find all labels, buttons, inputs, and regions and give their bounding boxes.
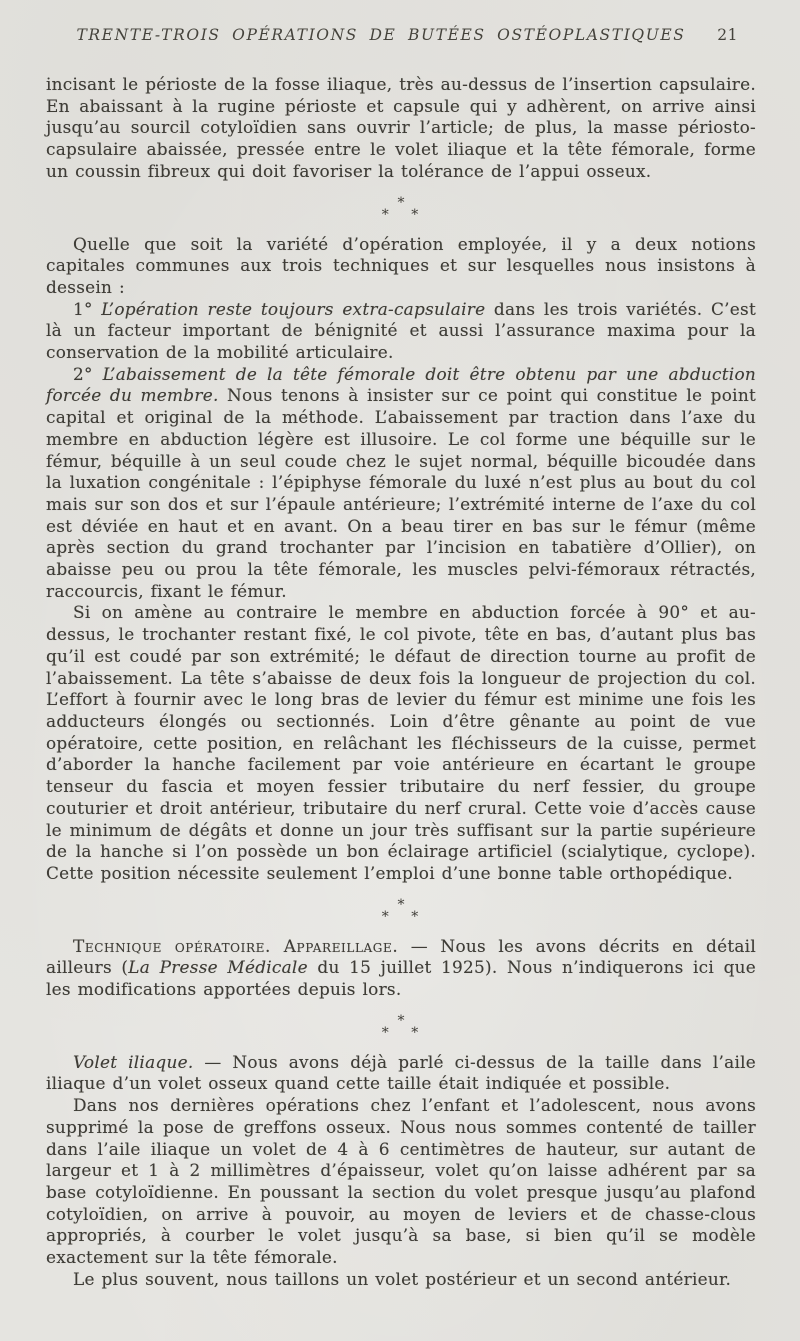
asterisk-glyph: *: [397, 194, 405, 211]
paragraph: [46, 1269, 756, 1291]
page-body: [46, 74, 756, 1290]
asterism-separator-icon: [46, 1012, 756, 1041]
paragraph: [46, 602, 756, 884]
text-segment: Si on amène au contraire le membre en abduction forcée à 90° et au-dessus, le trochanter restant fixé, le col pivote, tête en bas, d’autant plus bas qu’il est coudé par son extrémité; le défaut de direction tourne au profit de l’abaissement. La tête s’abaisse de deux fois la longueur de projection du col. L’effort à fournir avec le long bras de levier du fémur est minime une fois les adducteurs élongés ou sectionnés. Loin d’être gênante au point de vue opératoire, cette position, en relâchant les fléchisseurs de la cuisse, permet d’aborder la hanche facilement par voie antérieure en écartant le groupe tenseur du fascia et moyen fessier tributaire du nerf fessier, du groupe couturier et droit antérieur, tributaire du nerf crural. Cette voie d’accès cause le minimum de dégâts et donne un jour très suffisant sur la partie supérieure de la hanche si l’on possède un bon éclairage artificiel (scialytique, cyclope). Cette position nécessite seulement l’emploi d’une bonne table orthopédique.: [46, 602, 756, 883]
text-segment: L’opération reste toujours extra-capsulaire: [101, 298, 486, 319]
text-segment: — Nous avons déjà parlé ci-dessus de la taille dans l’aile iliaque d’un volet osseux quand cette taille était indiquée et possible.: [46, 1051, 756, 1094]
running-head: [46, 26, 756, 50]
text-segment: Volet iliaque.: [73, 1051, 194, 1072]
asterisk-pair-glyph: * *: [381, 206, 425, 223]
text-segment: 1°: [73, 298, 102, 319]
text-segment: Technique opératoire. Appareillage.: [73, 935, 399, 956]
text-segment: Le plus souvent, nous taillons un volet postérieur et un second antérieur.: [73, 1268, 732, 1289]
page-number: 21: [717, 26, 738, 44]
asterisk-pair-glyph: * *: [381, 1024, 425, 1041]
text-segment: Quelle que soit la variété d’opération employée, il y a deux notions capitales communes aux trois techniques et sur lesquelles nous insistons à dessein :: [46, 233, 756, 297]
text-segment: du 15 juillet 1925). Nous n’indiquerons ici que les modifications apportées depuis lors.: [46, 957, 757, 1000]
asterism-separator-icon: [46, 194, 756, 223]
paragraph: [46, 1052, 756, 1095]
paragraph: [46, 74, 756, 183]
asterisk-pair-glyph: * *: [381, 908, 425, 925]
asterism-separator-icon: [46, 896, 756, 925]
text-segment: — Nous les avons décrits en détail ailleurs (: [46, 935, 756, 978]
text-segment: Nous tenons à insister sur ce point qui constitue le point capital et original de la méthode. L’abaissement par traction dans l’axe du membre en abduction légère est illusoire. Le col forme une béquille sur le fémur, béquille à un seul coude chez le sujet normal, béquille bicoudée dans la luxation congénitale : l’épiphyse fémorale du luxé n’est plus au bout du col mais sur son dos et sur l’épaule antérieure; l’extrémité interne de l’axe du col est déviée en haut et en avant. On a beau tirer en bas sur le fémur (même après section du grand trochanter par l’incision en tabatière d’Ollier), on abaisse peu ou prou la tête fémorale, les muscles pelvi-fémoraux rétractés, raccourcis, fixant le fémur.: [46, 385, 756, 601]
paragraph: [46, 936, 756, 1001]
text-segment: Dans nos dernières opérations chez l’enfant et l’adolescent, nous avons supprimé la pose de greffons osseux. Nous nous sommes contenté de tailler dans l’aile iliaque un volet de 4 à 6 centimètres de hauteur, sur autant de largeur et 1 à 2 millimètres d’épaisseur, volet qu’on laisse adhérent par sa base cotyloïdienne. En poussant la section du volet presque jusqu’au plafond cotyloïdien, on arrive à pouvoir, au moyen de leviers et de chasse-clous appropriés, à courber le volet jusqu’à sa base, si bien qu’il se modèle exactement sur la tête fémorale.: [46, 1095, 756, 1268]
page-title: TRENTE-TROIS OPÉRATIONS DE BUTÉES OSTÉOPLASTIQUES: [76, 26, 686, 44]
asterisk-glyph: *: [397, 1012, 405, 1029]
paragraph: [46, 364, 756, 603]
text-segment: incisant le périoste de la fosse iliaque, très au-dessus de l’insertion capsulaire. En abaissant à la rugine périoste et capsule qui y adhèrent, on arrive ainsi jusqu’au sourcil cotyloïdien sans ouvrir l’article; de plus, la masse périosto-capsulaire abaissée, pressée entre le volet iliaque et la tête fémorale, forme un coussin fibreux qui doit favoriser la tolérance de l’appui osseux.: [46, 74, 756, 181]
asterisk-glyph: *: [397, 896, 405, 913]
paragraph: [46, 234, 756, 299]
text-segment: L’abaissement de la tête fémorale doit être obtenu par une abduction forcée du membre.: [46, 363, 756, 406]
text-segment: 2°: [73, 363, 103, 384]
text-segment: dans les trois variétés. C’est là un facteur important de bénignité et aussi l’assurance maxima pour la conservation de la mobilité articulaire.: [46, 298, 756, 363]
paragraph: [46, 299, 756, 364]
text-segment: La Presse Médicale: [128, 957, 308, 978]
paragraph: [46, 1095, 756, 1269]
